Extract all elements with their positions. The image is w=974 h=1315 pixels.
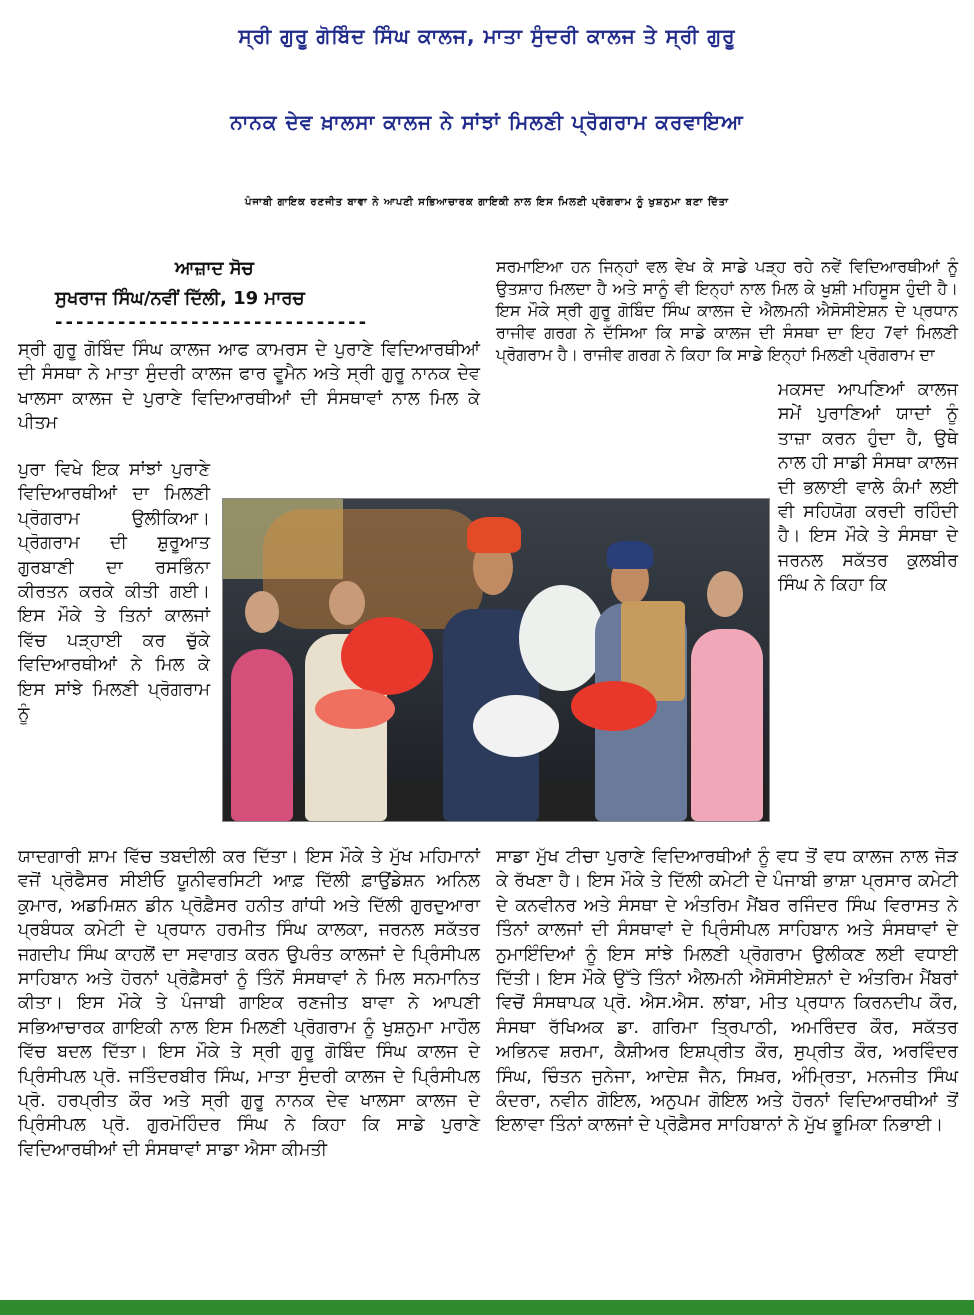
bottom-rule xyxy=(0,1300,974,1315)
photo-bouquet xyxy=(571,681,657,731)
article-column-left-bottom xyxy=(18,845,480,1162)
article-text: ਯਾਦਗਾਰੀ ਸ਼ਾਮ ਵਿੱਚ ਤਬਦੀਲੀ ਕਰ ਦਿੱਤਾ। ਇਸ ਮੌਕੇ ਤੇ ਮੁੱਖ ਮਹਿਮਾਨਾਂ ਵਜੋਂ ਪ੍ਰੋਫੈਸਰ ਸੀਈਓ ਯੂਨੀਵਰਸਿਟੀ ਆਫ਼ ਦਿੱਲੀ ਫ਼ਾਉਂਡੇਸ਼ਨ ਅਨਿਲ ਕੁਮਾਰ, ਅਡਮਿਸ਼ਨ ਡੀਨ ਪ੍ਰੋਫ਼ੈਸਰ ਹਨੀਤ ਗਾਂਧੀ ਅਤੇ ਦਿੱਲੀ ਗੁਰਦੁਆਰਾ ਪ੍ਰਬੰਧਕ ਕਮੇਟੀ ਦੇ ਪ੍ਰਧਾਨ ਹਰਮੀਤ ਸਿੰਘ ਕਾਲਕਾ, ਜਰਨਲ ਸਕੱਤਰ ਜਗਦੀਪ ਸਿੰਘ ਕਾਹਲੋਂ ਦਾ ਸਵਾਗਤ ਕਰਨ ਉਪਰੰਤ ਕਾਲਜਾਂ ਦੇ ਪ੍ਰਿੰਸੀਪਲ ਸਾਹਿਬਾਨ ਅਤੇ ਹੋਰਨਾਂ ਪ੍ਰੋਫ਼ੈਸਰਾਂ ਨੂੰ ਤਿੰਨੋਂ ਸੰਸਥਾਵਾਂ ਨੇ ਮਿਲ ਸਨਮਾਨਿਤ ਕੀਤਾ। ਇਸ ਮੌਕੇ ਤੇ ਪੰਜਾਬੀ ਗਾਇਕ ਰਣਜੀਤ ਬਾਵਾ ਨੇ ਆਪਣੀ ਸਭਿਆਚਾਰਕ ਗਾਇਕੀ ਨਾਲ ਇਸ ਮਿਲਣੀ ਪ੍ਰੋਗਰਾਮ ਨੂੰ ਖੁਸ਼ਨੁਮਾ ਮਾਹੌਲ ਵਿੱਚ ਬਦਲ ਦਿੱਤਾ। ਇਸ ਮੌਕੇ ਤੇ ਸ੍ਰੀ ਗੁਰੂ ਗੋਬਿੰਦ ਸਿੰਘ ਕਾਲਜ ਦੇ ਪ੍ਰਿੰਸੀਪਲ ਪ੍ਰੋ. ਜਤਿੰਦਰਬੀਰ ਸਿੰਘ, ਮਾਤਾ ਸੁੰਦਰੀ ਕਾਲਜ ਦੇ ਪ੍ਰਿੰਸੀਪਲ ਪ੍ਰੋ. ਹਰਪ੍ਰੀਤ ਕੌਰ ਅਤੇ ਸ੍ਰੀ ਗੁਰੂ ਨਾਨਕ ਦੇਵ ਖਾਲਸਾ ਕਾਲਜ ਦੇ ਪ੍ਰਿੰਸੀਪਲ ਪ੍ਰੋ. ਗੁਰਮੋਹਿੰਦਰ ਸਿੰਘ ਨੇ ਕਿਹਾ ਕਿ ਸਾਡੇ ਪੁਰਾਣੇ ਵਿਦਿਆਰਥੀਆਂ ਦੀ ਸੰਸਥਾਵਾਂ ਸਾਡਾ ਐਸਾ ਕੀਮਤੀ xyxy=(18,847,480,1160)
photo-bouquet xyxy=(519,585,605,691)
subheadline: ਪੰਜਾਬੀ ਗਾਇਕ ਰਣਜੀਤ ਬਾਵਾ ਨੇ ਆਪਣੀ ਸਭਿਆਚਾਰਕ ਗਾਇਕੀ ਨਾਲ ਇਸ ਮਿਲਣੀ ਪ੍ਰੋਗਰਾਮ ਨੂੰ ਖੁਸ਼ਨੁਮਾ ਬਣਾ ਦਿੱਤਾ xyxy=(245,197,729,208)
article-text: ਪੁਰਾ ਵਿਖੇ ਇਕ ਸਾਂਝਾਂ ਪੁਰਾਣੇ ਵਿਦਿਆਰਥੀਆਂ ਦਾ ਮਿਲਣੀ ਪ੍ਰੋਗਰਾਮ ਉਲੀਕਿਆ। ਪ੍ਰੋਗਰਾਮ ਦੀ ਸ਼ੁਰੂਆਤ ਗੁਰਬਾਣੀ ਦਾ ਰਸਭਿੰਨਾ ਕੀਰਤਨ ਕਰਕੇ ਕੀਤੀ ਗਈ। ਇਸ ਮੌਕੇ ਤੇ ਤਿਨਾਂ ਕਾਲਜਾਂ ਵਿੱਚ ਪੜ੍ਹਾਈ ਕਰ ਚੁੱਕੇ ਵਿਦਿਆਰਥੀਆਂ ਨੇ ਮਿਲ ਕੇ ਇਸ ਸਾਂਝੇ ਮਿਲਣੀ ਪ੍ਰੋਗਰਾਮ ਨੂੰ xyxy=(18,460,210,725)
photo-person xyxy=(231,649,293,821)
article-column-right-top xyxy=(496,256,958,366)
photo-bouquet xyxy=(341,617,433,695)
photo-bouquet xyxy=(315,689,395,729)
photo-person-head xyxy=(329,581,365,625)
photo-person-turban xyxy=(467,517,521,553)
article-text: ਸਰਮਾਇਆ ਹਨ ਜਿਨ੍ਹਾਂ ਵਲ ਵੇਖ ਕੇ ਸਾਡੇ ਪੜ੍ਹ ਰਹੇ ਨਵੇਂ ਵਿਦਿਆਰਥੀਆਂ ਨੂੰ ਉਤਸ਼ਾਹ ਮਿਲਦਾ ਹੈ ਅਤੇ ਸਾਨੂੰ ਵੀ ਇਨ੍ਹਾਂ ਨਾਲ ਮਿਲ ਕੇ ਖੁਸ਼ੀ ਮਹਿਸੂਸ ਹੁੰਦੀ ਹੈ। ਇਸ ਮੌਕੇ ਸ੍ਰੀ ਗੁਰੂ ਗੋਬਿੰਦ ਸਿੰਘ ਕਾਲਜ ਦੇ ਐਲਮਨੀ ਐਸੋਸੀਏਸ਼ਨ ਦੇ ਪ੍ਰਧਾਨ ਰਾਜੀਵ ਗਰਗ ਨੇ ਦੱਸਿਆ ਕਿ ਸਾਡੇ ਕਾਲਜ ਦੀ ਸੰਸਥਾ ਦਾ ਇਹ 7ਵਾਂ ਮਿਲਣੀ ਪ੍ਰੋਗਰਾਮ ਹੈ। ਰਾਜੀਵ ਗਰਗ ਨੇ ਕਿਹਾ ਕਿ ਸਾਡੇ ਇਨ੍ਹਾਂ ਮਿਲਣੀ ਪ੍ਰੋਗਰਾਮ ਦਾ xyxy=(496,257,958,365)
photo-person xyxy=(691,629,763,821)
article-text: ਸ੍ਰੀ ਗੁਰੂ ਗੋਬਿੰਦ ਸਿੰਘ ਕਾਲਜ ਆਫ ਕਾਮਰਸ ਦੇ ਪੁਰਾਣੇ ਵਿਦਿਆਰਥੀਆਂ ਦੀ ਸੰਸਥਾ ਨੇ ਮਾਤਾ ਸੁੰਦਰੀ ਕਾਲਜ ਫਾਰ ਵੂਮੈਨ ਅਤੇ ਸ੍ਰੀ ਗੁਰੂ ਨਾਨਕ ਦੇਵ ਖਾਲਸਾ ਕਾਲਜ ਦੇ ਪੁਰਾਣੇ ਵਿਦਿਆਰਥੀਆਂ ਦੀ ਸੰਸਥਾਵਾਂ ਨਾਲ ਮਿਲ ਕੇ ਪੀਤਮ xyxy=(18,340,480,434)
dateline-byline: ਸੁਖਰਾਜ ਸਿੰਘ/ਨਵੀਂ ਦਿੱਲੀ, 19 ਮਾਰਚ xyxy=(55,288,305,309)
dashed-rule: ------------------------------ xyxy=(55,312,370,333)
article-column-left-top xyxy=(18,338,480,436)
headline-line-2: ਨਾਨਕ ਦੇਵ ਖ਼ਾਲਸਾ ਕਾਲਜ ਨੇ ਸਾਂਝਾਂ ਮਿਲਣੀ ਪ੍ਰੋਗਰਾਮ ਕਰਵਾਇਆ xyxy=(230,110,744,134)
photo-backdrop xyxy=(263,509,483,629)
photo-person-head xyxy=(707,571,743,617)
dateline-source: ਆਜ਼ਾਦ ਸੋਚ xyxy=(175,258,254,279)
article-text: ਮਕਸਦ ਆਪਣਿਆਂ ਕਾਲਜ ਸਮੇਂ ਪੁਰਾਣਿਆਂ ਯਾਦਾਂ ਨੂੰ ਤਾਜ਼ਾ ਕਰਨ ਹੁੰਦਾ ਹੈ, ਉਥੇ ਨਾਲ ਹੀ ਸਾਡੀ ਸੰਸਥਾ ਕਾਲਜ ਦੀ ਭਲਾਈ ਵਾਲੇ ਕੰਮਾਂ ਲਈ ਵੀ ਸਹਿਯੋਗ ਕਰਦੀ ਰਹਿੰਦੀ ਹੈ। ਇਸ ਮੌਕੇ ਤੇ ਸੰਸਥਾ ਦੇ ਜਰਨਲ ਸਕੱਤਰ ਕੁਲਬੀਰ ਸਿੰਘ ਨੇ ਕਿਹਾ ਕਿ xyxy=(778,380,958,596)
article-column-right-narrow xyxy=(778,378,958,598)
article-column-left-narrow xyxy=(18,458,210,726)
photo-person-head xyxy=(245,591,279,633)
photo-person-turban xyxy=(607,541,653,569)
photo-bouquet xyxy=(473,695,559,757)
article-column-right-bottom xyxy=(496,845,958,1138)
article-text: ਸਾਡਾ ਮੁੱਖ ਟੀਚਾ ਪੁਰਾਣੇ ਵਿਦਿਆਰਥੀਆਂ ਨੂੰ ਵਧ ਤੋਂ ਵਧ ਕਾਲਜ ਨਾਲ ਜੋੜ ਕੇ ਰੱਖਣਾ ਹੈ। ਇਸ ਮੌਕੇ ਤੇ ਦਿੱਲੀ ਕਮੇਟੀ ਦੇ ਪੰਜਾਬੀ ਭਾਸ਼ਾ ਪ੍ਰਸਾਰ ਕਮੇਟੀ ਦੇ ਕਨਵੀਨਰ ਅਤੇ ਸੰਸਥਾ ਦੇ ਅੰਤਰਿਮ ਮੈਂਬਰ ਰਜਿੰਦਰ ਸਿੰਘ ਵਿਰਾਸਤ ਨੇ ਤਿੰਨਾਂ ਕਾਲਜਾਂ ਦੀ ਸੰਸਥਾਵਾਂ ਦੇ ਪ੍ਰਿੰਸੀਪਲ ਸਾਹਿਬਾਨ ਅਤੇ ਸੰਸਥਾਵਾਂ ਦੇ ਨੁਮਾਇੰਦਿਆਂ ਨੂੰ ਇਸ ਸਾਂਝੇ ਮਿਲਣੀ ਪ੍ਰੋਗਰਾਮ ਉਲੀਕਣ ਲਈ ਵਧਾਈ ਦਿੱਤੀ। ਇਸ ਮੌਕੇ ਉੱਤੇ ਤਿੰਨਾਂ ਐਲਮਨੀ ਐਸੋਸੀਏਸ਼ਨਾਂ ਦੇ ਅੰਤਰਿਮ ਮੈਂਬਰਾਂ ਵਿਚੋਂ ਸੰਸਥਾਪਕ ਪ੍ਰੋ. ਐਸ.ਐਸ. ਲਾਂਬਾ, ਮੀਤ ਪ੍ਰਧਾਨ ਕਿਰਨਦੀਪ ਕੌਰ, ਸੰਸਥਾ ਰੱਖਿਅਕ ਡਾ. ਗਰਿਮਾ ਤ੍ਰਿਪਾਠੀ, ਅਮਰਿੰਦਰ ਕੌਰ, ਸਕੱਤਰ ਅਭਿਨਵ ਸ਼ਰਮਾ, ਕੈਸ਼ੀਅਰ ਇਸ਼ਪ੍ਰੀਤ ਕੌਰ, ਸੁਪ੍ਰੀਤ ਕੌਰ, ਅਰਵਿੰਦਰ ਸਿੰਘ, ਚਿੰਤਨ ਜੁਨੇਜਾ, ਆਦੇਸ਼ ਜੈਨ, ਸਿਖ਼ਰ, ਅੰਮ੍ਰਿਤਾ, ਮਨਜੀਤ ਸਿੰਘ ਕੰਦਰਾ, ਨਵੀਨ ਗੋਇਲ, ਅਨੁਪਮ ਗੋਇਲ ਅਤੇ ਹੋਰਨਾਂ ਵਿਦਿਆਰਥੀਆਂ ਤੋਂ ਇਲਾਵਾ ਤਿੰਨਾਂ ਕਾਲਜਾਂ ਦੇ ਪ੍ਰੋਫ਼ੈਸਰ ਸਾਹਿਬਾਨਾਂ ਨੇ ਮੁੱਖ ਭੂਮਿਕਾ ਨਿਭਾਈ। xyxy=(496,847,958,1136)
headline-line-1: ਸ੍ਰੀ ਗੁਰੂ ਗੋਬਿੰਦ ਸਿੰਘ ਕਾਲਜ, ਮਾਤਾ ਸੁੰਦਰੀ ਕਾਲਜ ਤੇ ਸ੍ਰੀ ਗੁਰੂ xyxy=(238,24,736,48)
event-photo xyxy=(222,498,770,822)
